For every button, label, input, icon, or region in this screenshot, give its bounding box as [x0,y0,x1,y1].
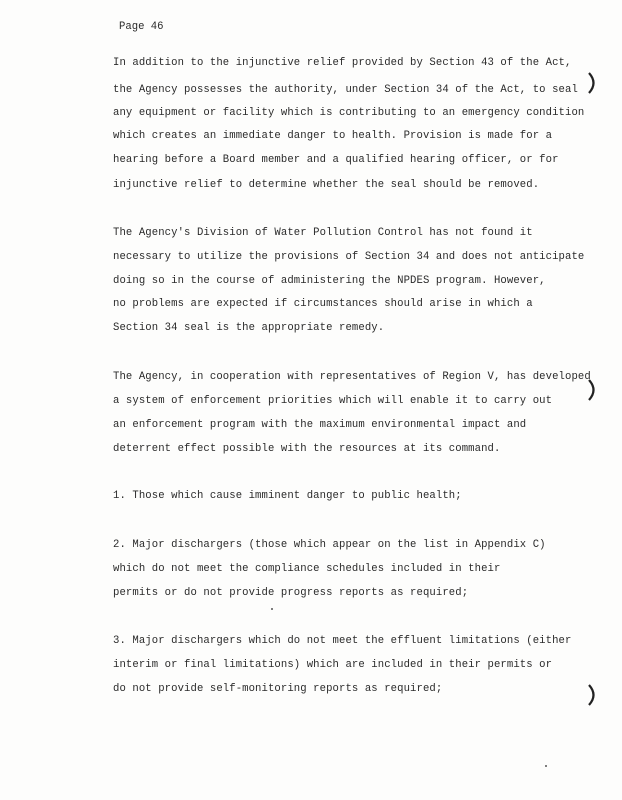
paragraph-2-line-5: Section 34 seal is the appropriate remedy. [113,322,385,334]
scan-speck [271,608,273,610]
paragraph-2-line-1: The Agency's Division of Water Pollution Control has not found it [113,227,533,239]
paragraph-1-line-4: which creates an immediate danger to health. Provision is made for a [113,130,553,142]
priority-item-3-line-1: 3. Major dischargers which do not meet the effluent limitations (either [113,635,572,647]
paragraph-1-line-3: any equipment or facility which is contributing to an emergency condition [113,107,585,119]
paragraph-3-line-3: an enforcement program with the maximum environmental impact and [113,419,527,431]
paragraph-1-line-2: the Agency possesses the authority, under Section 34 of the Act, to seal [113,84,578,96]
priority-item-1: 1. Those which cause imminent danger to public health; [113,490,462,502]
paragraph-1-line-1: In addition to the injunctive relief provided by Section 43 of the Act, [113,57,572,69]
paragraph-2-line-2: necessary to utilize the provisions of Section 34 and does not anticipate [113,251,585,263]
scan-speck [545,765,547,767]
priority-item-3-line-3: do not provide self-monitoring reports as required; [113,683,443,695]
paragraph-3-line-4: deterrent effect possible with the resources at its command. [113,443,501,455]
page-number: Page 46 [119,21,164,33]
paragraph-2-line-3: doing so in the course of administering the NPDES program. However, [113,275,546,287]
paragraph-1-line-5: hearing before a Board member and a qualified hearing officer, or for [113,154,559,166]
punch-hole-icon [586,684,598,706]
punch-hole-icon [586,379,598,401]
paragraph-3-line-2: a system of enforcement priorities which will enable it to carry out [113,395,553,407]
priority-item-2-line-3: permits or do not provide progress reports as required; [113,587,469,599]
priority-item-3-line-2: interim or final limitations) which are included in their permits or [113,659,553,671]
paragraph-2-line-4: no problems are expected if circumstances should arise in which a [113,298,533,310]
paragraph-1-line-6: injunctive relief to determine whether the seal should be removed. [113,179,540,191]
priority-item-2-line-2: which do not meet the compliance schedules included in their [113,563,501,575]
paragraph-3-line-1: The Agency, in cooperation with representatives of Region V, has developed [113,371,591,383]
punch-hole-icon [586,72,598,94]
priority-item-2-line-1: 2. Major dischargers (those which appear on the list in Appendix C) [113,539,546,551]
